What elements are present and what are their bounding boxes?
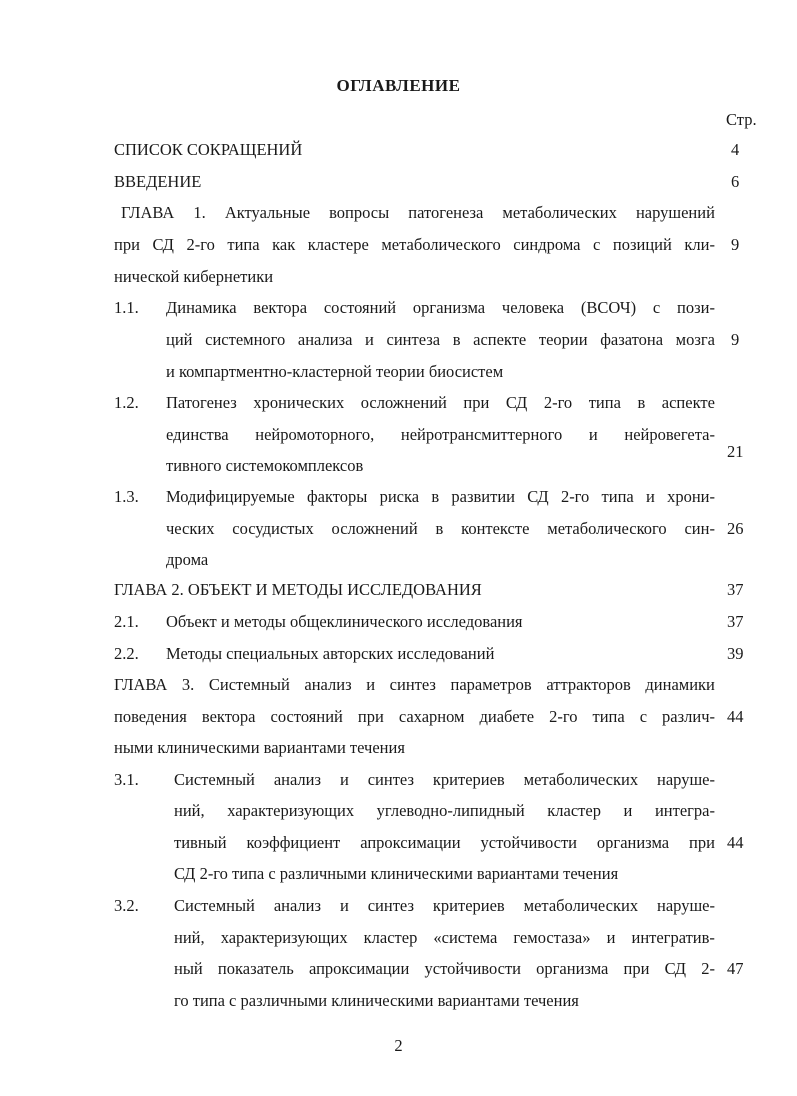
toc-entry-line: единства нейромоторного, нейротрансмиттерного и нейровегета- xyxy=(166,425,715,444)
toc-entry-line: ний, характеризующих углеводно-липидный кластер и интегра- xyxy=(174,801,715,820)
toc-entry-text: нической кибернетики xyxy=(114,267,274,286)
toc-entry-line: ГЛАВА 3. Системный анализ и синтез параметров аттракторов динамики xyxy=(114,675,715,694)
toc-entry-line: при СД 2-го типа как кластере метаболического синдрома с позиций кли- xyxy=(114,235,715,254)
toc-entry-line: Системный анализ и синтез критериев метаболических наруше- xyxy=(174,896,715,915)
toc-entry-text: Методы специальных авторских исследований xyxy=(166,644,495,663)
toc-entry-number: 1.3. xyxy=(114,487,139,506)
toc-entry-text: ными клиническими вариантами течения xyxy=(114,738,405,757)
toc-entry-page: 37 xyxy=(727,612,744,631)
toc-entry-text: СД 2-го типа с различными клиническими вариантами течения xyxy=(174,864,619,883)
toc-entry-line: Патогенез хронических осложнений при СД 2-го типа в аспекте xyxy=(166,393,715,412)
page-number: 2 xyxy=(394,1036,403,1055)
toc-entry-page: 44 xyxy=(727,833,744,852)
page-column-header: Стр. xyxy=(726,110,757,129)
toc-entry-page: 9 xyxy=(731,235,740,254)
toc-entry-number: 2.1. xyxy=(114,612,139,631)
toc-entry-line: Системный анализ и синтез критериев метаболических наруше- xyxy=(174,770,715,789)
toc-entry-page: 37 xyxy=(727,580,744,599)
toc-entry-line: поведения вектора состояний при сахарном диабете 2-го типа с различ- xyxy=(114,707,715,726)
toc-entry-text: ВВЕДЕНИЕ xyxy=(114,172,202,191)
toc-entry-line: ций системного анализа и синтеза в аспекте теории фазатона мозга xyxy=(166,330,715,349)
toc-entry-text: Объект и методы общеклинического исследования xyxy=(166,612,523,631)
toc-entry-page: 44 xyxy=(727,707,744,726)
toc-entry-page: 21 xyxy=(727,442,744,461)
toc-entry-number: 1.2. xyxy=(114,393,139,412)
toc-entry-line: ний, характеризующих кластер «система гемостаза» и интегратив- xyxy=(174,928,715,947)
toc-entry-page: 9 xyxy=(731,330,740,349)
toc-entry-text: тивного системокомплексов xyxy=(166,456,364,475)
toc-entry-line: Модифицируемые факторы риска в развитии СД 2-го типа и хрони- xyxy=(166,487,715,506)
toc-entry-text: дрома xyxy=(166,550,209,569)
toc-entry-page: 47 xyxy=(727,959,744,978)
toc-entry-line: ГЛАВА 1. Актуальные вопросы патогенеза метаболических нарушений xyxy=(121,203,715,222)
toc-entry-text: и компартментно-кластерной теории биосистем xyxy=(166,362,504,381)
toc-entry-line: Динамика вектора состояний организма человека (ВСОЧ) с пози- xyxy=(166,298,715,317)
toc-entry-number: 3.2. xyxy=(114,896,139,915)
toc-entry-page: 6 xyxy=(731,172,740,191)
toc-entry-page: 39 xyxy=(727,644,744,663)
toc-entry-line: тивный коэффициент апроксимации устойчивости организма при xyxy=(174,833,715,852)
toc-entry-text: СПИСОК СОКРАЩЕНИЙ xyxy=(114,140,303,159)
toc-entry-line: ный показатель апроксимации устойчивости организма при СД 2- xyxy=(174,959,715,978)
toc-entry-number: 3.1. xyxy=(114,770,139,789)
toc-entry-number: 1.1. xyxy=(114,298,139,317)
toc-entry-text: го типа с различными клиническими вариантами течения xyxy=(174,991,579,1010)
toc-entry-page: 26 xyxy=(727,519,744,538)
toc-entry-text: ГЛАВА 2. ОБЪЕКТ И МЕТОДЫ ИССЛЕДОВАНИЯ xyxy=(114,580,482,599)
toc-entry-page: 4 xyxy=(731,140,740,159)
toc-entry-number: 2.2. xyxy=(114,644,139,663)
toc-entry-line: ческих сосудистых осложнений в контексте метаболического син- xyxy=(166,519,715,538)
toc-title: ОГЛАВЛЕНИЕ xyxy=(336,76,461,95)
